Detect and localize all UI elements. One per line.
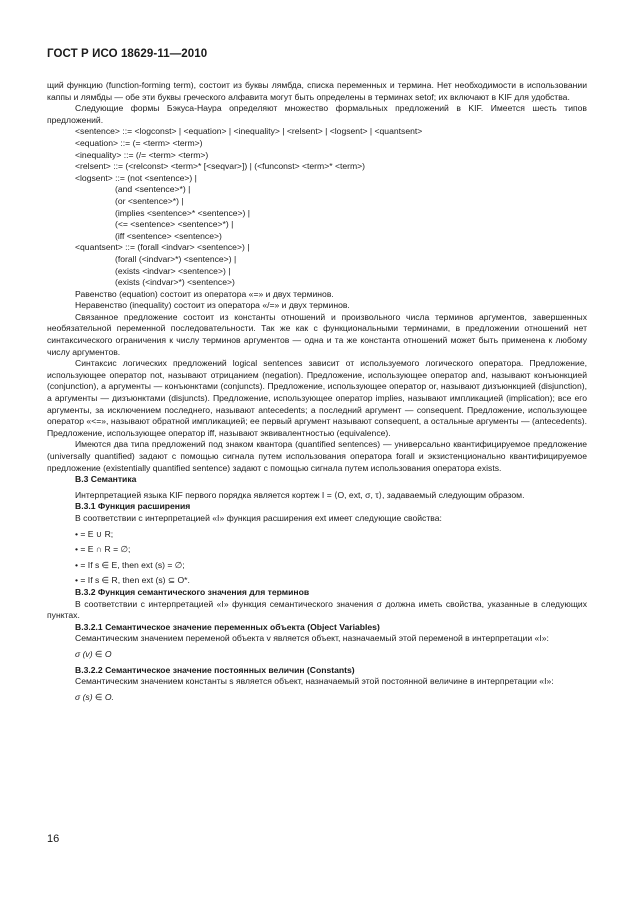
paragraph: Неравенство (inequality) состоит из оператора «/=» и двух терминов. — [75, 300, 350, 311]
page-number: 16 — [47, 833, 60, 845]
list-item: • = E ∩ R = ∅; — [75, 544, 131, 555]
grammar-line: <inequality> ::= (/= <term> <term>) — [75, 149, 209, 160]
section-heading: B.3 Семантика — [75, 474, 137, 485]
paragraph: Интерпретацией языка KIF первого порядка является кортеж I = ⟨O, ext, σ, τ⟩, задаваемый следующим образом. — [75, 489, 525, 500]
list-item: • = E ∪ R; — [75, 528, 114, 539]
paragraph: Имеются два типа предложений под знаком квантора (quantified sentences) — универсально квантифицируемое предложение (universally quantified) задают с помощью сигнала путем использования оператора forall и экзистенционально квантифицируемое предложение (existentially quantified sentence) задают с помощью сигнала путем использования оператора exists. — [47, 439, 587, 473]
paragraph: Связанное предложение состоит из константы отношений и произвольного числа терминов аргументов, завершенных необязательной переменной последовательности. Так же как с функциональными терминами, в предложении отношений нет синтаксического ограничения к числу терминов аргументов — одна и та же константа отношений может быть применена к любому числу аргументов. — [47, 311, 587, 357]
list-item: • = If s ∈ E, then ext (s) = ∅; — [75, 559, 185, 570]
paragraph: Равенство (equation) состоит из оператора «=» и двух терминов. — [75, 288, 334, 299]
section-heading: B.3.2.1 Семантическое значение переменных объекта (Object Variables) — [75, 621, 380, 632]
grammar-line: <relsent> ::= (<relconst> <term>* [<seqvar>]) | (<funconst> <term>* <term>) — [75, 161, 366, 172]
formula: σ (s) ∈ O. — [75, 691, 114, 702]
section-heading: B.3.2 Функция семантического значения для терминов — [75, 586, 310, 597]
document-body — [47, 80, 587, 703]
grammar-line: <quantsent> ::= (forall <indvar> <sentence>) | — [75, 242, 250, 253]
paragraph: В соответствии с интерпретацией «I» функция семантического значения σ должна иметь свойства, указанные в следующих пунктах. — [47, 598, 587, 621]
grammar-line: (<= <sentence> <sentence>*) | — [115, 219, 234, 230]
paragraph: Семантическим значением переменой объекта v является объект, назначаемый этой переменой в интерпретации «I»: — [75, 633, 549, 644]
paragraph: Синтаксис логических предложений logical sentences зависит от используемого логического оператора. Предложение, использующее оператор not, называют отрицанием (negation). Предложение, использующее оператор and, называют конъюнкцией (conjunction), а аргументы — конъюнктами (conjuncts). Предложение, использующее оператор or, называют дизъюнкцией (disjunction), а аргументы — дизъюнктами (disjuncts). Предложение, использующее оператор implies, называют импликацией (implication); все его аргументы, за исключением последнего, называют antecedents; а последний аргумент — consequent. Предложение, использующее оператор «<=», называют обратной импликацией; ее первый аргумент называют consequent, а остальные аргументы — (antecedents). Предложение, использующее оператор iff, называют эквивалентностью (equivalence). — [47, 358, 587, 438]
grammar-line: (and <sentence>*) | — [115, 184, 191, 195]
grammar-line: <logsent> ::= (not <sentence>) | — [75, 172, 197, 183]
section-heading: B.3.1 Функция расширения — [75, 501, 191, 512]
grammar-line: <equation> ::= (= <term> <term>) — [75, 137, 203, 148]
page-header: ГОСТ Р ИСО 18629-11—2010 — [47, 48, 208, 60]
paragraph: В соответствии с интерпретацией «I» функция расширения ext имеет следующие свойства: — [75, 512, 442, 523]
paragraph: щий функцию (function-forming term), состоит из буквы лямбда, списка переменных и термина. Нет необходимости в использовании каппы и лямбды — обе эти буквы греческого алфавита могут быть определены в терминах setof; их включают в KIF для удобства. — [47, 80, 587, 102]
section-heading: B.3.2.2 Семантическое значение постоянных величин (Constants) — [75, 664, 355, 675]
grammar-line: (exists <indvar> <sentence>) | — [115, 265, 231, 276]
grammar-line: (implies <sentence>* <sentence>) | — [115, 207, 251, 218]
grammar-line: (exists (<indvar>*) <sentence>) — [115, 277, 235, 288]
grammar-line: <sentence> ::= <logconst> | <equation> | <inequality> | <relsent> | <logsent> | <quantsent> — [75, 126, 423, 137]
paragraph: Семантическим значением константы s является объект, назначаемый этой постоянной величине в интерпретации «I»: — [75, 676, 554, 687]
formula: σ (v) ∈ O — [75, 648, 112, 659]
list-item: • = If s ∈ R, then ext (s) ⊆ O*. — [75, 575, 190, 586]
paragraph: Следующие формы Бэкуса-Наура определяют множество формальных предложений в KIF. Имеется шесть типов предложений. — [47, 103, 587, 125]
grammar-line: (forall (<indvar>*) <sentence>) | — [115, 253, 237, 264]
grammar-line: (or <sentence>*) | — [115, 195, 184, 206]
grammar-line: (iff <sentence> <sentence>) — [115, 230, 222, 241]
